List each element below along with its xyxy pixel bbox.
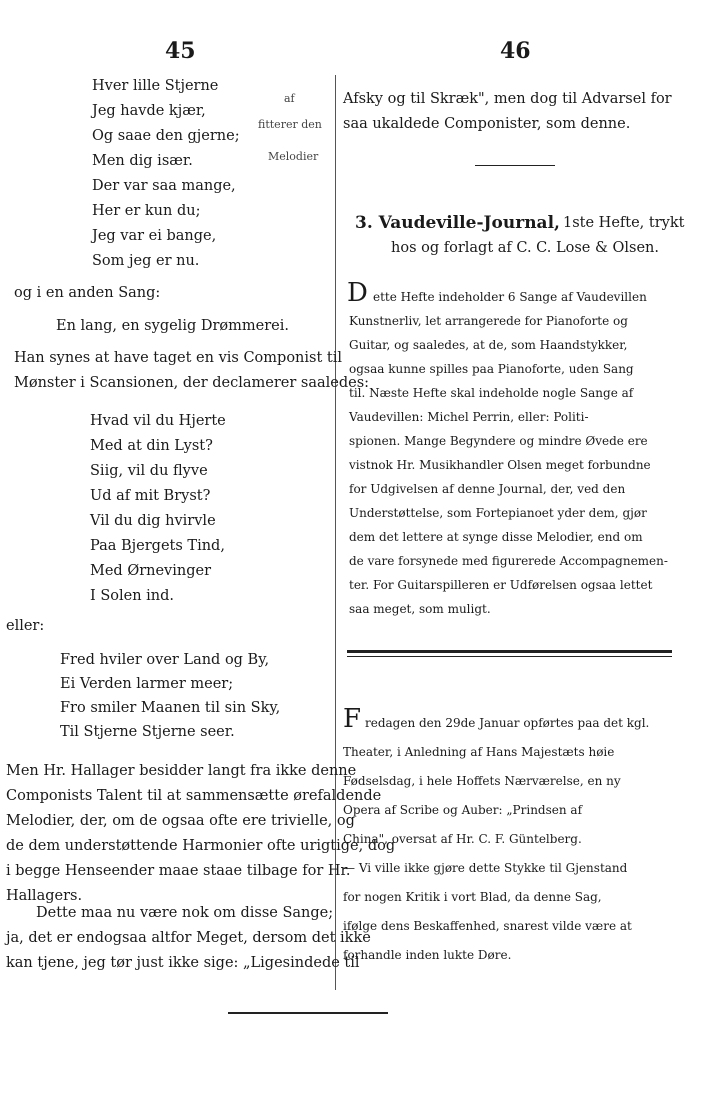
section-heading-cont: hos og forlagt af C. C. Lose & Olsen. [391, 240, 659, 256]
paragraph-line: saa ukaldede Componister, som denne. [343, 116, 631, 132]
paragraph-line: de vare forsynede med figurerede Accompagnemen- [349, 554, 668, 568]
paragraph-line: ja, det er endogsaa altfor Meget, dersom det ikke [6, 930, 371, 946]
paragraph-line: ette Hefte indeholder 6 Sange af Vaudevillen [373, 290, 647, 304]
poem1-line: Som jeg er nu. [92, 253, 200, 269]
page-number-right: 46 [500, 38, 531, 64]
page-number-left: 45 [165, 38, 196, 64]
poem2-line: Med at din Lyst? [90, 438, 213, 454]
poem1-line: Der var saa mange, [92, 178, 236, 194]
drop-cap: F [343, 704, 362, 734]
paragraph-line: Understøttelse, som Fortepianoet yder dem, gjør [349, 506, 647, 520]
poem1-line: Men dig især. [92, 153, 193, 169]
news-line: ifølge dens Beskaffenhed, snarest vilde være at [343, 919, 632, 933]
drop-cap: D [347, 278, 368, 308]
paragraph-line: ter. For Guitarspilleren er Udførelsen ogsaa lettet [349, 578, 653, 592]
paragraph-line: Hallagers. [6, 888, 83, 904]
paragraph-line: Guitar, og saaledes, at de, som Haandstykker, [349, 338, 628, 352]
intro-line: og i en anden Sang: [14, 285, 161, 301]
poem1-line: Her er kun du; [92, 203, 201, 219]
poem1-line: Hver lille Stjerne [92, 78, 219, 94]
eller-label: eller: [6, 618, 45, 634]
poem1-line: Jeg havde kjær, [92, 103, 206, 119]
poem3-line: Fro smiler Maanen til sin Sky, [60, 700, 281, 716]
quote-line: En lang, en sygelig Drømmerei. [56, 318, 289, 334]
poem2-line: Siig, vil du flyve [90, 463, 208, 479]
margin-note: af [284, 92, 295, 105]
paragraph-line: til. Næste Hefte skal indeholde nogle Sange af [349, 386, 634, 400]
paragraph-line: spionen. Mange Begyndere og mindre Øvede ere [349, 434, 648, 448]
short-rule [475, 165, 555, 166]
poem1-line: Og saae den gjerne; [92, 128, 240, 144]
margin-note: fitterer den [258, 118, 322, 131]
paragraph-line: Dette maa nu være nok om disse Sange; [36, 905, 334, 921]
poem2-line: Hvad vil du Hjerte [90, 413, 226, 429]
paragraph-line: i begge Henseender maae staae tilbage for Hr. [6, 863, 351, 879]
paragraph-line: Melodier, der, om de ogsaa ofte ere trivielle, og [6, 813, 355, 829]
paragraph-line: Han synes at have taget en vis Componist til [14, 350, 343, 366]
paragraph-line: ogsaa kunne spilles paa Pianoforte, uden Sang [349, 362, 634, 376]
paragraph-line: dem det lettere at synge disse Melodier, end om [349, 530, 643, 544]
poem2-line: Vil du dig hvirvle [90, 513, 216, 529]
paragraph-line: kan tjene, jeg tør just ikke sige: „Ligesindede til [6, 955, 360, 971]
poem3-line: Fred hviler over Land og By, [60, 652, 270, 668]
poem1-line: Jeg var ei bange, [92, 228, 217, 244]
poem3-line: Til Stjerne Stjerne seer. [60, 724, 235, 740]
paragraph-line: vistnok Hr. Musikhandler Olsen meget forbundne [349, 458, 651, 472]
news-line: redagen den 29de Januar opførtes paa det kgl. [365, 716, 650, 730]
news-line: Opera af Scribe og Auber: „Prindsen af [343, 803, 583, 817]
right-column [335, 0, 712, 1113]
double-rule-bottom [347, 656, 672, 657]
news-line: forhandle inden lukte Døre. [343, 948, 512, 962]
poem2-line: I Solen ind. [90, 588, 175, 604]
section-heading: 3. Vaudeville-Journal, [355, 213, 560, 233]
section-heading-cont: 1ste Hefte, trykt [563, 215, 685, 231]
paragraph-line: Men Hr. Hallager besidder langt fra ikke denne [6, 763, 357, 779]
news-line: for nogen Kritik i vort Blad, da denne Sag, [343, 890, 602, 904]
news-line: — Vi ville ikke gjøre dette Stykke til Gjenstand [343, 861, 628, 875]
news-line: Fødselsdag, i hele Hoffets Nærværelse, en ny [343, 774, 621, 788]
paragraph-line: Componists Talent til at sammensætte ørefaldende [6, 788, 382, 804]
poem2-line: Paa Bjergets Tind, [90, 538, 225, 554]
double-rule-top [347, 650, 672, 653]
paragraph-line: Kunstnerliv, let arrangerede for Pianoforte og [349, 314, 628, 328]
paragraph-line: Afsky og til Skræk", men dog til Advarsel for [343, 91, 672, 107]
poem2-line: Med Ørnevinger [90, 563, 212, 579]
news-line: China", oversat af Hr. C. F. Güntelberg. [343, 832, 582, 846]
news-line: Theater, i Anledning af Hans Majestæts høie [343, 745, 615, 759]
paragraph-line: de dem understøttende Harmonier ofte urigtige, dog [6, 838, 396, 854]
margin-note: Melodier [268, 150, 319, 163]
poem3-line: Ei Verden larmer meer; [60, 676, 234, 692]
paragraph-line: saa meget, som muligt. [349, 602, 491, 616]
paragraph-line: for Udgivelsen af denne Journal, der, ved den [349, 482, 626, 496]
paragraph-line: Mønster i Scansionen, der declamerer saaledes: [14, 375, 370, 391]
poem2-line: Ud af mit Bryst? [90, 488, 211, 504]
paragraph-line: Vaudevillen: Michel Perrin, eller: Politi- [349, 410, 589, 424]
bottom-rule [228, 1012, 388, 1014]
